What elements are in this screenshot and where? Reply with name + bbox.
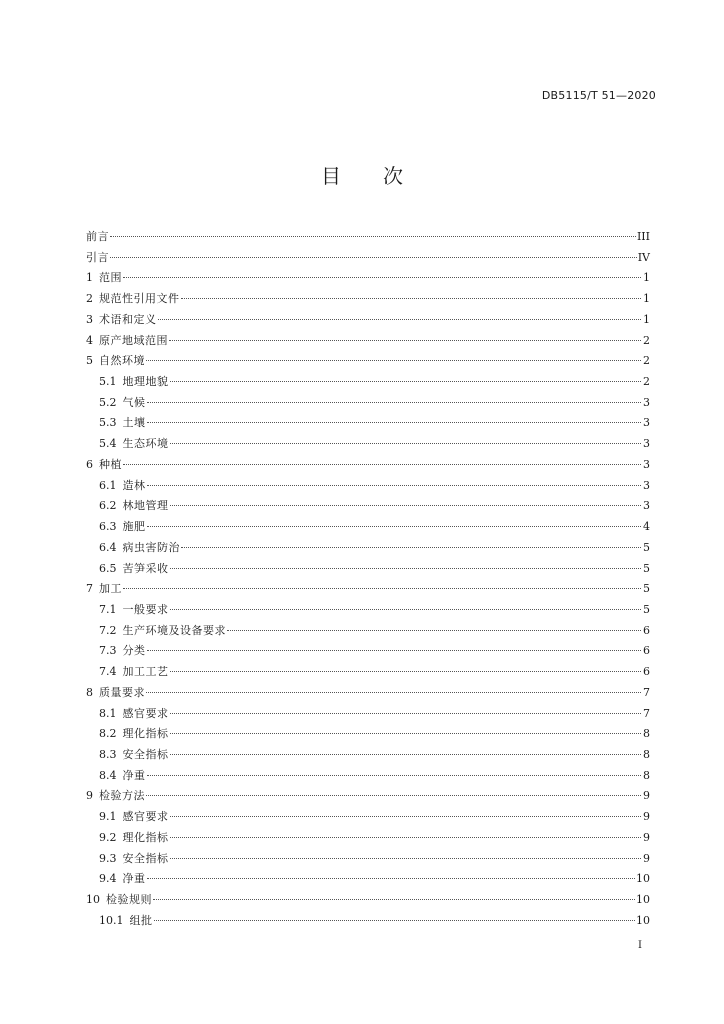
toc-entry-page: 4 (643, 520, 650, 534)
dot-leader (147, 775, 642, 776)
toc-entry-number: 8 (86, 685, 93, 699)
toc-entry[interactable] (86, 393, 650, 414)
dot-leader (181, 298, 642, 299)
toc-entry[interactable] (86, 911, 650, 932)
dot-leader (181, 547, 641, 548)
toc-entry[interactable] (86, 351, 650, 372)
toc-entry[interactable] (86, 227, 650, 248)
dot-leader (147, 650, 642, 651)
toc-entry-number: 5.2 (99, 395, 117, 409)
toc-entry-page: 3 (643, 478, 650, 492)
toc-entry-number: 10 (86, 893, 100, 906)
toc-entry-label: 病虫害防治 (122, 540, 180, 554)
toc-entry-page: 1 (643, 292, 650, 306)
toc-entry[interactable] (86, 890, 650, 911)
toc-entry-page: 9 (643, 830, 650, 844)
dot-leader (146, 692, 641, 693)
toc-entry-label: 术语和定义 (99, 312, 157, 326)
toc-entry-label: 加工工艺 (122, 665, 169, 679)
toc-entry[interactable] (86, 413, 650, 434)
toc-entry[interactable] (86, 600, 650, 621)
toc-entry-page: 2 (643, 333, 650, 347)
toc-entry-page: 1 (643, 312, 650, 326)
toc-entry[interactable] (86, 268, 650, 289)
toc-entry-label: 检验方法 (99, 789, 145, 803)
page-title (0, 160, 724, 189)
toc-entry-number: 7.1 (99, 602, 117, 616)
toc-entry[interactable] (86, 476, 650, 497)
dot-leader (154, 920, 636, 921)
toc-entry[interactable] (86, 621, 650, 642)
toc-entry-number: 9.3 (99, 851, 117, 865)
toc-entry-number: 8.1 (99, 706, 117, 720)
toc-entry[interactable] (86, 786, 650, 807)
dot-leader (123, 277, 641, 278)
toc-entry-page: 8 (643, 727, 650, 741)
toc-entry-label: 林地管理 (122, 499, 169, 513)
dot-leader (147, 402, 642, 403)
toc-entry-number: 10.1 (99, 913, 124, 927)
toc-entry-label: 自然环境 (99, 354, 145, 368)
dot-leader (158, 319, 642, 320)
toc-entry-label: 质量要求 (99, 685, 145, 699)
toc-entry-label: 安全指标 (122, 747, 169, 761)
toc-entry-page: 3 (643, 416, 650, 430)
dot-leader (170, 837, 642, 838)
toc-entry[interactable] (86, 372, 650, 393)
page-title-left: 目 (321, 164, 341, 188)
dot-leader (170, 505, 642, 506)
toc-entry-label: 生产环境及设备要求 (122, 623, 226, 637)
dot-leader (110, 257, 637, 258)
toc-entry-page: 2 (643, 375, 650, 389)
toc-entry[interactable] (86, 248, 650, 269)
toc-entry[interactable] (86, 310, 650, 331)
toc-entry-number: 8.3 (99, 747, 117, 761)
dot-leader (170, 671, 642, 672)
toc-entry-page: 6 (643, 623, 650, 637)
dot-leader (147, 485, 642, 486)
dot-leader (170, 568, 642, 569)
toc-entry-page: 7 (643, 706, 650, 720)
toc-entry-number: 7.4 (99, 665, 117, 679)
toc-entry-label: 种植 (99, 457, 122, 471)
toc-entry-label: 造林 (122, 478, 146, 492)
toc-entry-page: 8 (643, 747, 650, 761)
toc-entry-page: 5 (643, 582, 650, 596)
dot-leader (123, 588, 641, 589)
toc-entry-number: 1 (86, 271, 93, 285)
toc-entry-label: 生态环境 (122, 437, 169, 451)
dot-leader (170, 816, 642, 817)
dot-leader (147, 878, 636, 879)
page-number: I (638, 940, 642, 951)
toc-entry-number: 2 (86, 292, 93, 306)
toc-entry-label: 引言 (86, 250, 109, 264)
toc-entry-number: 6.4 (99, 540, 117, 554)
toc-entry[interactable] (86, 869, 650, 890)
toc-entry-number: 5.3 (99, 416, 117, 430)
toc-entry[interactable] (86, 807, 650, 828)
dot-leader (170, 609, 642, 610)
toc-entry-page: 10 (636, 893, 650, 906)
toc-entry-number: 7 (86, 582, 93, 596)
toc-entry-label: 感官要求 (122, 810, 169, 824)
toc-entry-label: 理化指标 (122, 830, 169, 844)
dot-leader (169, 340, 641, 341)
toc-entry-label: 地理地貌 (122, 375, 169, 389)
toc-entry[interactable] (86, 331, 650, 352)
toc-entry-page: 5 (643, 561, 650, 575)
toc-entry-page: III (636, 230, 650, 243)
toc-entry-number: 6 (86, 457, 93, 471)
dot-leader (147, 526, 642, 527)
toc-entry-page: 9 (643, 789, 650, 803)
dot-leader (170, 858, 642, 859)
toc-entry[interactable] (86, 766, 650, 787)
toc-entry-label: 范围 (99, 271, 122, 285)
toc-entry[interactable] (86, 683, 650, 704)
toc-entry-number: 3 (86, 312, 93, 326)
toc-entry-page: 8 (643, 768, 650, 782)
toc-entry[interactable] (86, 559, 650, 580)
dot-leader (227, 630, 641, 631)
dot-leader (147, 422, 642, 423)
toc-entry-number: 9.2 (99, 830, 117, 844)
toc-entry-page: 6 (643, 665, 650, 679)
toc-entry[interactable] (86, 455, 650, 476)
dot-leader (170, 754, 642, 755)
toc-entry-label: 前言 (86, 230, 109, 243)
toc-entry-label: 一般要求 (122, 602, 169, 616)
toc-entry[interactable] (86, 517, 650, 538)
toc-entry-page: 10 (636, 872, 650, 886)
toc-entry-page: 5 (643, 540, 650, 554)
toc-entry-page: 7 (643, 685, 650, 699)
dot-leader (123, 464, 641, 465)
toc-entry-number: 5.1 (99, 375, 117, 389)
dot-leader (146, 795, 641, 796)
toc-entry-number: 5.4 (99, 437, 117, 451)
toc-entry-number: 9.1 (99, 810, 117, 824)
toc-entry-label: 气候 (122, 395, 146, 409)
toc-entry-number: 6.5 (99, 561, 117, 575)
toc-entry-label: 苦笋采收 (122, 561, 169, 575)
toc-entry-label: 土壤 (122, 416, 146, 430)
toc-entry-number: 6.3 (99, 520, 117, 534)
toc-entry-page: 3 (643, 457, 650, 471)
toc-entry-label: 感官要求 (122, 706, 169, 720)
toc-entry[interactable] (86, 662, 650, 683)
toc-entry-label: 净重 (122, 768, 146, 782)
toc-entry-number: 5 (86, 354, 93, 368)
toc-entry-page: 2 (643, 354, 650, 368)
toc-entry-number: 8.2 (99, 727, 117, 741)
toc-entry-page: 1 (643, 271, 650, 285)
toc-entry[interactable] (86, 496, 650, 517)
toc-entry-number: 7.3 (99, 644, 117, 658)
dot-leader (146, 360, 641, 361)
dot-leader (170, 381, 642, 382)
toc-entry[interactable] (86, 641, 650, 662)
toc-entry[interactable] (86, 849, 650, 870)
toc-entry-number: 4 (86, 333, 93, 347)
toc-entry[interactable] (86, 538, 650, 559)
dot-leader (170, 443, 642, 444)
toc-entry-page: 9 (643, 810, 650, 824)
toc-entry-number: 6.1 (99, 478, 117, 492)
toc-entry-label: 分类 (122, 644, 146, 658)
toc-entry-number: 6.2 (99, 499, 117, 513)
toc-entry-label: 加工 (99, 582, 122, 596)
toc-entry-page: 10 (636, 913, 650, 927)
toc-entry-label: 安全指标 (122, 851, 169, 865)
toc-entry-page: 3 (643, 499, 650, 513)
dot-leader (170, 713, 642, 714)
toc-entry-label: 净重 (122, 872, 146, 886)
toc-entry[interactable] (86, 704, 650, 725)
toc-entry-page: 3 (643, 437, 650, 451)
toc-entry-number: 8.4 (99, 768, 117, 782)
toc-entry[interactable] (86, 434, 650, 455)
toc-entry-number: 9 (86, 789, 93, 803)
toc-entry[interactable] (86, 579, 650, 600)
toc-entry-label: 组批 (129, 913, 153, 927)
table-of-contents (86, 227, 650, 931)
toc-entry-page: 3 (643, 395, 650, 409)
toc-entry-label: 检验规则 (106, 893, 152, 906)
page-title-right: 次 (383, 164, 403, 188)
toc-entry-label: 原产地域范围 (99, 333, 168, 347)
dot-leader (170, 733, 642, 734)
toc-entry-number: 9.4 (99, 872, 117, 886)
toc-entry-number: 7.2 (99, 623, 117, 637)
toc-entry[interactable] (86, 745, 650, 766)
toc-entry-page: 5 (643, 602, 650, 616)
document-code: DB5115/T 51—2020 (541, 89, 656, 102)
toc-entry-label: 规范性引用文件 (99, 292, 180, 306)
toc-entry[interactable] (86, 289, 650, 310)
dot-leader (153, 899, 635, 900)
toc-entry[interactable] (86, 828, 650, 849)
toc-entry-page: 9 (643, 851, 650, 865)
toc-entry-label: 施肥 (122, 520, 146, 534)
toc-entry-page: 6 (643, 644, 650, 658)
dot-leader (110, 236, 636, 237)
toc-entry-label: 理化指标 (122, 727, 169, 741)
toc-entry[interactable] (86, 724, 650, 745)
toc-entry-page: IV (637, 250, 650, 264)
